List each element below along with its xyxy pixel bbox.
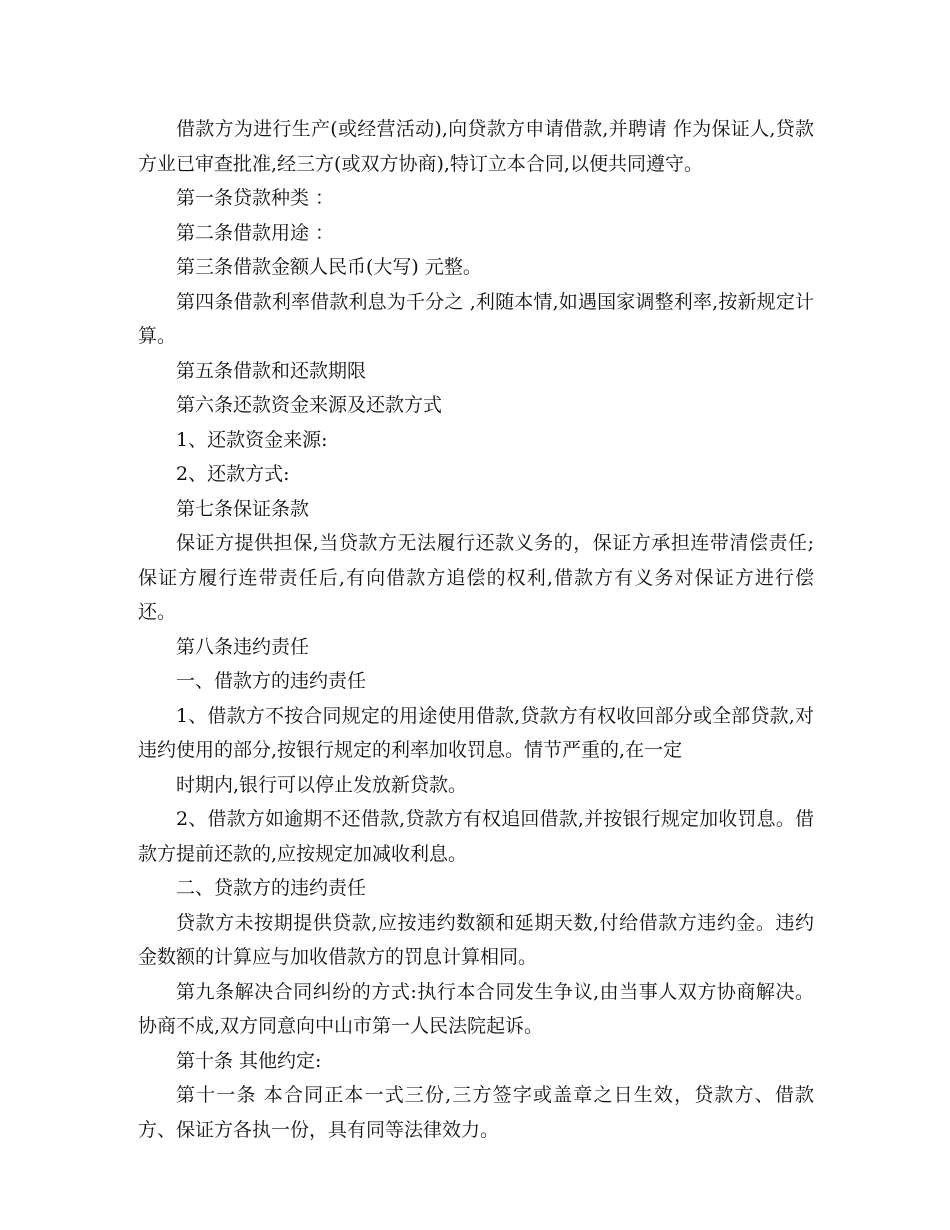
contract-document xyxy=(138,112,814,1147)
paragraph-preamble: 借款方为进行生产(或经营活动),向贷款方申请借款,并聘请 作为保证人,贷款方业已审查批准,经三方(或双方协商),特订立本合同,以便共同遵守。 xyxy=(138,118,814,175)
paragraph-article-3: 第三条借款金额人民币(大写) 元整。 xyxy=(176,256,482,278)
paragraph-article-6-item-2: 2、还款方式: xyxy=(176,463,290,485)
paragraph-article-4: 第四条借款利率借款利息为千分之 ,利随本情,如遇国家调整利率,按新规定计算。 xyxy=(138,290,814,347)
paragraph-article-8-section-2-body: 贷款方未按期提供贷款,应按违约数额和延期天数,付给借款方违约金。违约金数额的计算应与加收借款方的罚息计算相同。 xyxy=(138,911,814,968)
paragraph-article-10: 第十条 其他约定: xyxy=(176,1049,322,1072)
paragraph-article-8-section-2: 二、贷款方的违约责任 xyxy=(176,877,367,899)
paragraph-article-7-body: 保证方提供担保,当贷款方无法履行还款义务的，保证方承担连带清偿责任;保证方履行连带责任后,有向借款方追偿的权利,借款方有义务对保证方进行偿还。 xyxy=(138,532,814,623)
paragraph-article-6: 第六条还款资金来源及还款方式 xyxy=(176,394,443,416)
paragraph-article-9: 第九条解决合同纠纷的方式:执行本合同发生争议,由当事人双方协商解决。协商不成,双方同意向中山市第一人民法院起诉。 xyxy=(138,980,814,1037)
paragraph-article-8-section-1-item-2: 2、借款方如逾期不还借款,贷款方有权追回借款,并按银行规定加收罚息。借款方提前还款的,应按规定加减收利息。 xyxy=(138,808,814,865)
paragraph-article-5: 第五条借款和还款期限 xyxy=(176,359,367,382)
paragraph-article-8-section-1-item-1: 1、借款方不按合同规定的用途使用借款,贷款方有权收回部分或全部贷款,对违约使用的部分,按银行规定的利率加收罚息。情节严重的,在一定 xyxy=(138,704,814,761)
paragraph-article-1: 第一条贷款种类 ： xyxy=(176,187,335,209)
paragraph-article-8: 第八条违约责任 xyxy=(176,635,310,658)
paragraph-article-8-section-1: 一、借款方的违约责任 xyxy=(176,670,367,692)
paragraph-article-8-section-1-item-1-cont: 时期内,银行可以停止发放新贷款。 xyxy=(176,773,468,796)
paragraph-article-2: 第二条借款用途 ： xyxy=(176,221,335,244)
paragraph-article-7: 第七条保证条款 xyxy=(176,497,310,520)
paragraph-article-11: 第十一条 本合同正本一式三份,三方签字或盖章之日生效，贷款方、借款方、保证方各执一份，具有同等法律效力。 xyxy=(138,1084,814,1141)
paragraph-article-6-item-1: 1、还款资金来源: xyxy=(176,428,328,451)
